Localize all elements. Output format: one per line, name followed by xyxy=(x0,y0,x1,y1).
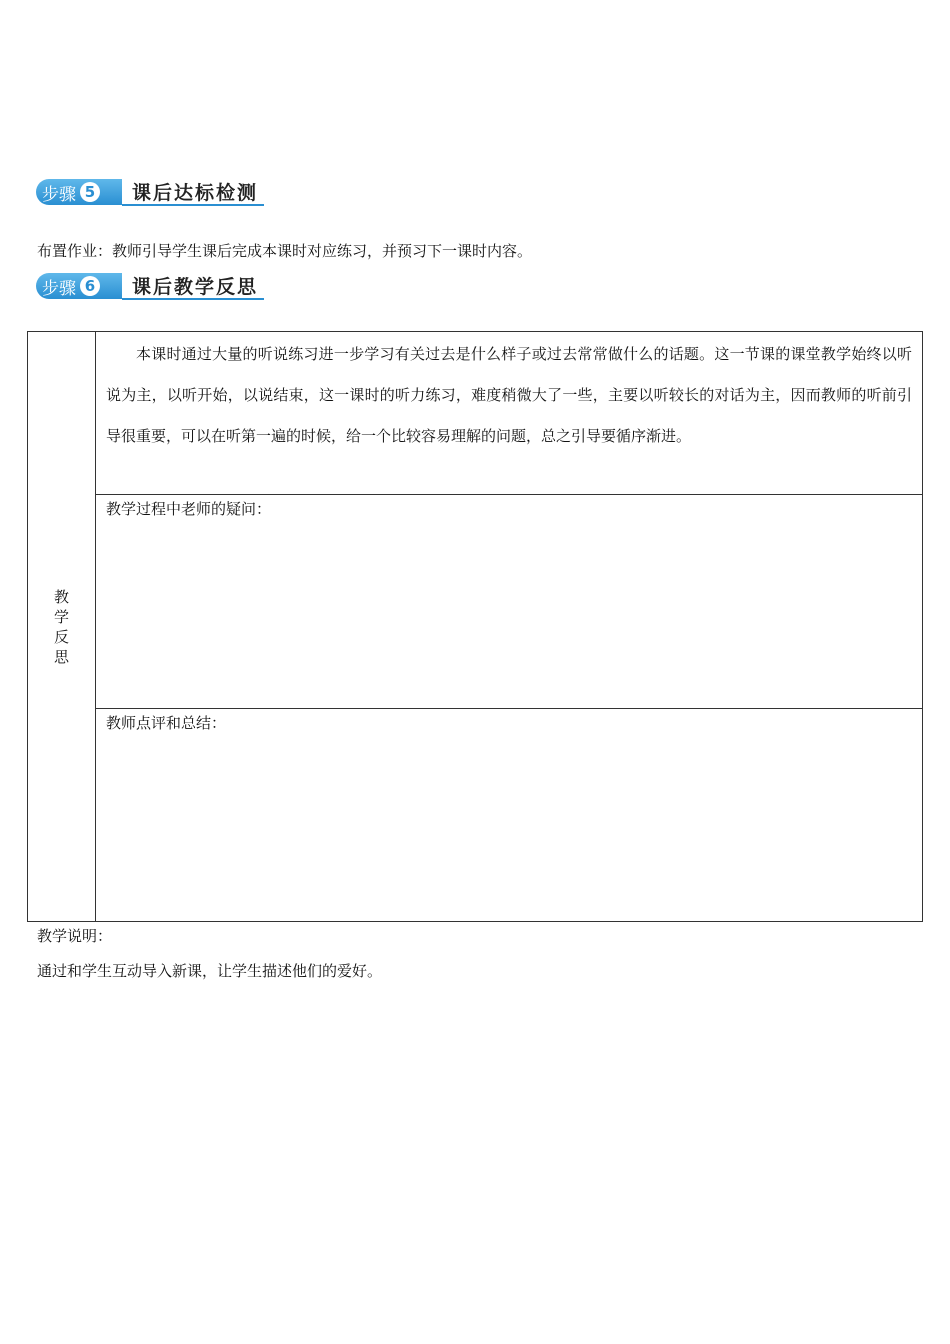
notes-label: 教学说明： xyxy=(37,927,113,945)
step5-tag xyxy=(36,179,122,205)
questions-cell xyxy=(96,495,923,709)
comments-cell xyxy=(96,709,923,922)
step6-header xyxy=(36,272,264,300)
step6-number-icon: 6 xyxy=(80,276,100,296)
reflection-text: 本课时通过大量的听说练习进一步学习有关过去是什么样子或过去常常做什么的话题。这一节课的课堂教学始终以听说为主，以听开始，以说结束，这一课时的听力练习，难度稍微大了一些，主要以听较长的对话为主，因而教师的听前引导很重要，可以在听第一遍的时候，给一个比较容易理解的问题，总之引导要循序渐进。 xyxy=(106,345,912,445)
comments-label: 教师点评和总结： xyxy=(106,714,227,732)
step6-tag xyxy=(36,273,122,299)
step5-number-icon: 5 xyxy=(80,182,100,202)
notes-text: 通过和学生互动导入新课，让学生描述他们的爱好。 xyxy=(37,962,383,980)
reflection-side-label xyxy=(28,332,96,922)
reflection-cell xyxy=(96,332,923,495)
questions-label: 教学过程中老师的疑问： xyxy=(106,500,272,518)
step6-title: 课后教学反思 xyxy=(122,272,264,300)
reflection-table xyxy=(27,331,923,922)
step5-tag-text: 步骤 xyxy=(42,184,76,205)
side-label-text: 教学反思 xyxy=(53,587,69,666)
homework-text: 布置作业：教师引导学生课后完成本课时对应练习，并预习下一课时内容。 xyxy=(37,242,533,260)
step6-tag-text: 步骤 xyxy=(42,278,76,299)
step5-title: 课后达标检测 xyxy=(122,178,264,206)
step5-header xyxy=(36,178,264,206)
